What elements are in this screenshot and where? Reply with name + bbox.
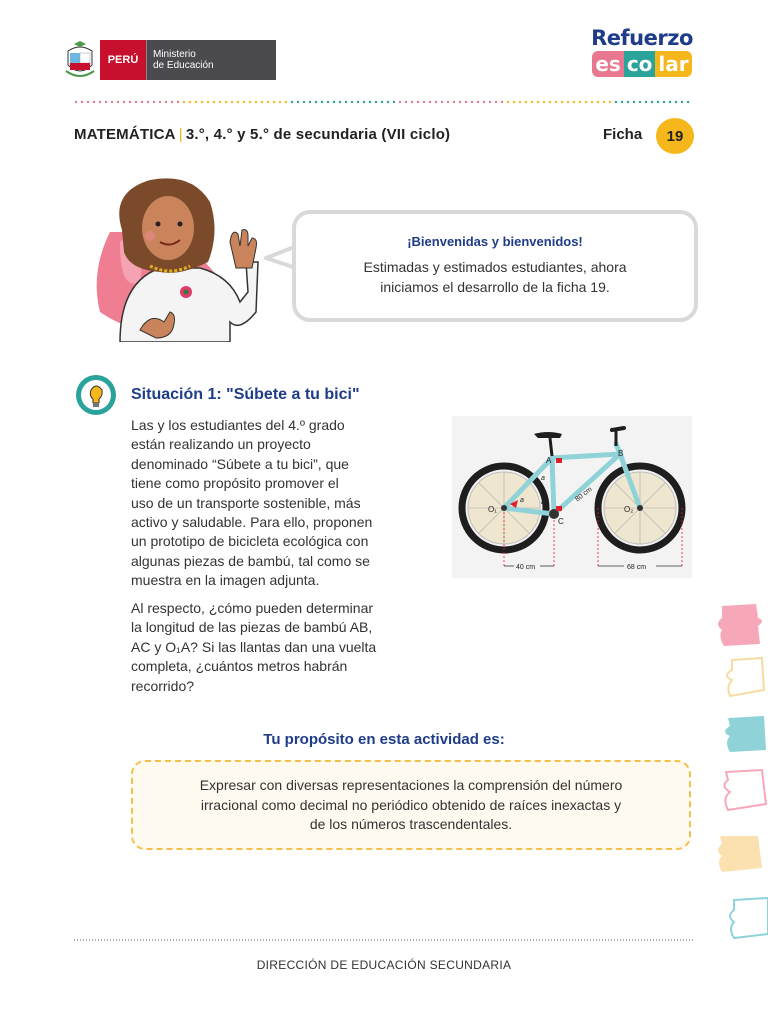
divider-dot xyxy=(465,101,467,103)
divider-dot xyxy=(267,101,269,103)
divider-dot xyxy=(471,101,473,103)
label-angle-1: a xyxy=(520,497,524,504)
divider-dot xyxy=(225,101,227,103)
divider-dot xyxy=(261,101,263,103)
divider-dot xyxy=(327,101,329,103)
welcome-line-1: Estimadas y estimados estudiantes, ahora xyxy=(363,259,627,275)
divider-dot xyxy=(381,101,383,103)
divider-dot xyxy=(111,101,113,103)
divider-dot xyxy=(675,101,677,103)
divider-dot xyxy=(651,101,653,103)
para2-line: Al respecto, ¿cómo pueden determinar xyxy=(131,600,374,616)
divider-dot xyxy=(627,101,629,103)
subject-separator: | xyxy=(178,126,183,143)
label-b: B xyxy=(618,449,624,458)
divider-dot xyxy=(495,101,497,103)
divider-dot xyxy=(441,101,443,103)
divider-dot xyxy=(639,101,641,103)
para1-line: uso de un transporte sostenible, más xyxy=(131,494,361,511)
welcome-line-2: iniciamos el desarrollo de la ficha 19. xyxy=(380,279,610,295)
situation-title: Situación 1: "Súbete a tu bici" xyxy=(131,386,360,403)
para2-line: recorrido? xyxy=(131,677,195,694)
divider-dot xyxy=(339,101,341,103)
divider-dot xyxy=(429,101,431,103)
divider-dot xyxy=(537,101,539,103)
peru-shield-icon xyxy=(64,41,96,79)
label-80cm: 80 cm xyxy=(574,485,594,504)
divider-dot xyxy=(291,101,293,103)
divider-dot xyxy=(459,101,461,103)
para1-line: muestra en la imagen adjunta. xyxy=(131,572,320,589)
subject-grades: 3.°, 4.° y 5.° de secundaria (VII ciclo) xyxy=(185,126,451,143)
divider-dot xyxy=(555,101,557,103)
divider-dot xyxy=(189,101,191,103)
divider-dot xyxy=(153,101,155,103)
welcome-title: ¡Bienvenidas y bienvenidos! xyxy=(407,234,583,249)
logo-piece-3: lar xyxy=(655,51,691,77)
divider-dot xyxy=(447,101,449,103)
divider-dot xyxy=(531,101,533,103)
divider-dot xyxy=(579,101,581,103)
divider-dot xyxy=(159,101,161,103)
logo-piece-1: es xyxy=(592,51,623,77)
divider-dot xyxy=(165,101,167,103)
divider-dot xyxy=(219,101,221,103)
divider-dot xyxy=(567,101,569,103)
divider-dot xyxy=(375,101,377,103)
divider-dot xyxy=(207,101,209,103)
para1-line: algunas piezas de bambú, tal como se xyxy=(131,552,370,569)
divider-dot xyxy=(255,101,257,103)
divider-dot xyxy=(285,101,287,103)
ficha-number-badge: 19 xyxy=(656,118,694,154)
divider-dot xyxy=(561,101,563,103)
divider-dot xyxy=(621,101,623,103)
para1-line: un prototipo de bicicleta ecológica con xyxy=(131,533,369,550)
divider-dot xyxy=(369,101,371,103)
situation-paragraph-2 xyxy=(131,599,423,696)
bicycle-illustration xyxy=(452,416,692,578)
divider-dot xyxy=(249,101,251,103)
divider-dot xyxy=(525,101,527,103)
divider-dot xyxy=(597,101,599,103)
purpose-line-3: de los números trascendentales. xyxy=(309,816,513,832)
divider-dot xyxy=(645,101,647,103)
header-dotted-divider xyxy=(74,100,694,104)
divider-dot xyxy=(243,101,245,103)
divider-dot xyxy=(549,101,551,103)
divider-dot xyxy=(105,101,107,103)
divider-dot xyxy=(687,101,689,103)
divider-dot xyxy=(615,101,617,103)
divider-dot xyxy=(177,101,179,103)
divider-dot xyxy=(489,101,491,103)
divider-dot xyxy=(453,101,455,103)
divider-dot xyxy=(75,101,77,103)
divider-dot xyxy=(411,101,413,103)
divider-dot xyxy=(603,101,605,103)
divider-dot xyxy=(405,101,407,103)
divider-dot xyxy=(351,101,353,103)
divider-dot xyxy=(81,101,83,103)
minedu-logo xyxy=(64,40,276,80)
label-a: A xyxy=(546,456,552,465)
divider-dot xyxy=(609,101,611,103)
divider-dot xyxy=(321,101,323,103)
dim-right-label: 68 cm xyxy=(627,564,647,571)
dim-left-label: 40 cm xyxy=(516,564,536,571)
divider-dot xyxy=(669,101,671,103)
situation-paragraph-1 xyxy=(131,416,423,591)
divider-dot xyxy=(393,101,395,103)
divider-dot xyxy=(513,101,515,103)
divider-dot xyxy=(273,101,275,103)
label-angle-2: a xyxy=(541,475,545,482)
lightbulb-icon xyxy=(73,374,119,416)
para1-line: Las y los estudiantes del 4.º grado xyxy=(131,417,345,433)
para2-line: completa, ¿cuántos metros habrán xyxy=(131,658,348,675)
para1-line: denominado “Súbete a tu bici”, que xyxy=(131,455,349,472)
welcome-text xyxy=(296,257,694,297)
divider-dot xyxy=(663,101,665,103)
footer-text: DIRECCIÓN DE EDUCACIÓN SECUNDARIA xyxy=(256,958,512,972)
divider-dot xyxy=(171,101,173,103)
divider-dot xyxy=(147,101,149,103)
divider-dot xyxy=(117,101,119,103)
divider-dot xyxy=(201,101,203,103)
divider-dot xyxy=(501,101,503,103)
purpose-line-2: irracional como decimal no periódico obtenido de raíces inexactas y xyxy=(200,796,622,813)
divider-dot xyxy=(417,101,419,103)
welcome-speech-bubble xyxy=(292,210,698,322)
para1-line: tiene como propósito promover el xyxy=(131,475,339,492)
divider-dot xyxy=(87,101,89,103)
purpose-box xyxy=(131,760,691,850)
subject-name: MATEMÁTICA xyxy=(74,126,176,143)
para1-line: están realizando un proyecto xyxy=(131,436,311,453)
divider-dot xyxy=(333,101,335,103)
logo-piece-2: co xyxy=(624,51,656,77)
logo-escolar xyxy=(586,51,698,77)
divider-dot xyxy=(477,101,479,103)
purpose-line-1: Expresar con diversas representaciones la comprensión del número xyxy=(199,777,623,793)
divider-dot xyxy=(309,101,311,103)
divider-dot xyxy=(297,101,299,103)
divider-dot xyxy=(129,101,131,103)
divider-dot xyxy=(435,101,437,103)
label-o1: O₁ xyxy=(488,505,497,514)
peru-label: PERÚ xyxy=(100,40,146,80)
divider-dot xyxy=(363,101,365,103)
divider-dot xyxy=(123,101,125,103)
label-angle-3: a xyxy=(541,499,545,506)
divider-dot xyxy=(399,101,401,103)
divider-dot xyxy=(231,101,233,103)
purpose-title: Tu propósito en esta actividad es: xyxy=(263,731,505,748)
divider-dot xyxy=(585,101,587,103)
divider-dot xyxy=(591,101,593,103)
divider-dot xyxy=(483,101,485,103)
divider-dot xyxy=(141,101,143,103)
divider-dot xyxy=(279,101,281,103)
divider-dot xyxy=(507,101,509,103)
divider-dot xyxy=(99,101,101,103)
divider-dot xyxy=(303,101,305,103)
refuerzo-escolar-logo xyxy=(586,26,698,88)
divider-dot xyxy=(135,101,137,103)
divider-dot xyxy=(657,101,659,103)
divider-dot xyxy=(681,101,683,103)
divider-dot xyxy=(195,101,197,103)
divider-dot xyxy=(573,101,575,103)
divider-dot xyxy=(93,101,95,103)
divider-dot xyxy=(357,101,359,103)
ficha-label: Ficha xyxy=(603,126,643,143)
para2-line: la longitud de las piezas de bambú AB, xyxy=(131,619,373,636)
para1-line: activo y saludable. Para ello, proponen xyxy=(131,514,373,531)
divider-dot xyxy=(543,101,545,103)
subject-line xyxy=(74,126,450,143)
divider-dot xyxy=(213,101,215,103)
logo-refuerzo-text: Refuerzo xyxy=(591,26,693,50)
label-o2: O₂ xyxy=(624,505,634,514)
ministry-line-2: de Educación xyxy=(153,60,214,71)
divider-dot xyxy=(387,101,389,103)
ministry-line-1: Ministerio xyxy=(153,49,196,60)
puzzle-decoration xyxy=(712,600,768,950)
label-c: C xyxy=(558,517,564,526)
divider-dot xyxy=(183,101,185,103)
footer-dotted-divider xyxy=(74,939,694,941)
divider-dot xyxy=(519,101,521,103)
para2-line: AC y O₁A? Si las llantas dan una vuelta xyxy=(131,638,377,655)
divider-dot xyxy=(423,101,425,103)
divider-dot xyxy=(345,101,347,103)
divider-dot xyxy=(633,101,635,103)
ministry-label xyxy=(146,40,276,80)
divider-dot xyxy=(315,101,317,103)
divider-dot xyxy=(237,101,239,103)
